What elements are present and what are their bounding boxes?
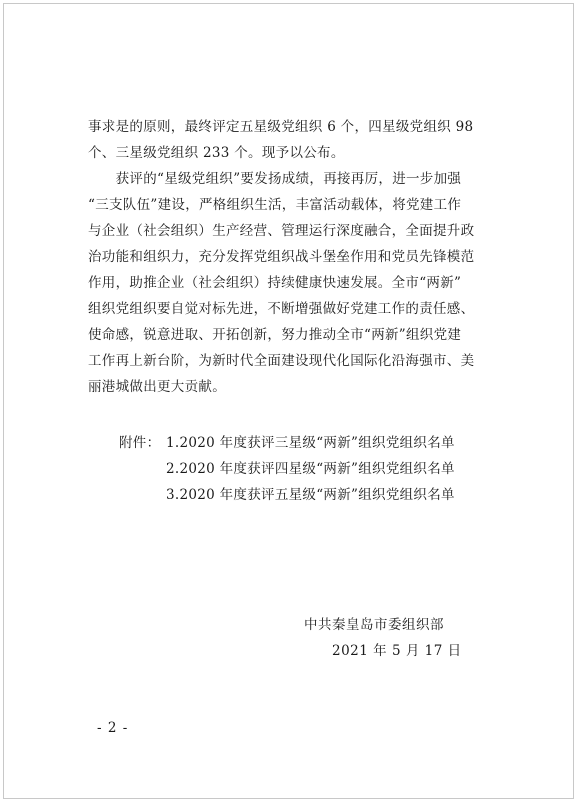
paragraph-line: 作用，助推企业（社会组织）持续健康快速发展。全市“两新” bbox=[88, 275, 462, 291]
attachments-label: 附件： bbox=[119, 435, 161, 451]
paragraph-line: 丽港城做出更大贡献。 bbox=[88, 379, 226, 395]
attachments-list bbox=[119, 430, 519, 508]
paragraph-line: 获评的“星级党组织”要发扬成绩，再接再厉，进一步加强 bbox=[88, 171, 462, 187]
paragraph-line: 治功能和组织力，充分发挥党组织战斗堡垒作用和党员先锋模范 bbox=[88, 249, 475, 265]
paragraph-line: 与企业（社会组织）生产经营、管理运行深度融合，全面提升政 bbox=[88, 223, 475, 239]
paragraph-line: 个、三星级党组织 233 个。现予以公布。 bbox=[88, 145, 345, 161]
attachment-item bbox=[119, 482, 519, 508]
attachment-title: 2.2020 年度获评四星级“两新”组织党组织名单 bbox=[166, 461, 455, 477]
attachment-item bbox=[119, 430, 519, 456]
page-number: - 2 - bbox=[97, 720, 129, 736]
document-page bbox=[3, 3, 574, 799]
paragraph-line: 工作再上新台阶，为新时代全面建设现代化国际化沿海强市、美 bbox=[88, 353, 475, 369]
signature-organization: 中共秦皇岛市委组织部 bbox=[304, 617, 444, 633]
signature-block bbox=[304, 612, 504, 664]
paragraph-line: 事求是的原则，最终评定五星级党组织 6 个，四星级党组织 98 bbox=[88, 119, 474, 135]
paragraph-line: 使命感，锐意进取、开拓创新，努力推动全市“两新”组织党建 bbox=[88, 327, 462, 343]
paragraph-line: “三支队伍”建设，严格组织生活，丰富活动载体，将党建工作 bbox=[88, 197, 462, 213]
paragraph-1 bbox=[88, 114, 506, 166]
attachment-item bbox=[119, 456, 519, 482]
paragraph-2 bbox=[88, 166, 506, 400]
attachment-title: 1.2020 年度获评三星级“两新”组织党组织名单 bbox=[166, 435, 455, 451]
paragraph-line: 组织党组织要自觉对标先进，不断增强做好党建工作的责任感、 bbox=[88, 301, 475, 317]
attachment-title: 3.2020 年度获评五星级“两新”组织党组织名单 bbox=[166, 487, 455, 503]
body-text bbox=[88, 114, 506, 400]
signature-date: 2021 年 5 月 17 日 bbox=[332, 643, 462, 659]
